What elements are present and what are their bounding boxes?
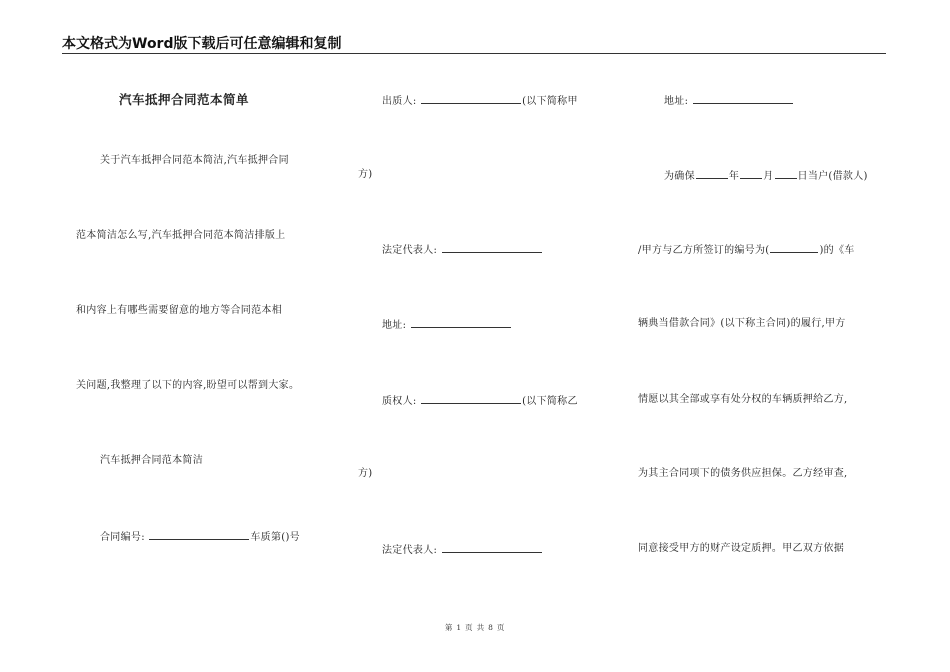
contract-number-line bbox=[100, 529, 300, 545]
address-1-blank bbox=[411, 317, 511, 328]
contract-ref-suffix: )的《车 bbox=[819, 245, 855, 256]
address-1-label: 地址: bbox=[382, 320, 407, 331]
pledgor-fang: 方) bbox=[358, 169, 373, 180]
year-label: 年 bbox=[728, 171, 740, 182]
legal-rep-1-blank bbox=[442, 242, 542, 253]
pledgee-blank bbox=[421, 393, 521, 404]
pledgee-fang: 方) bbox=[358, 468, 373, 479]
contract-number-suffix: 车质第()号 bbox=[250, 532, 300, 543]
intro-line-3: 和内容上有哪些需要留意的地方等合同范本相 bbox=[76, 305, 282, 316]
pledgor-blank bbox=[421, 93, 521, 104]
legal-rep-2-blank bbox=[442, 542, 542, 553]
day-suffix: 日当户(借款人) bbox=[797, 171, 868, 182]
address-2-label: 地址: bbox=[664, 96, 689, 107]
address-1-line bbox=[382, 317, 512, 333]
intro-line-4: 关问题,我整理了以下的内容,盼望可以帮到大家。 bbox=[76, 380, 300, 391]
pledgor-line bbox=[382, 93, 578, 109]
legal-rep-2-label: 法定代表人: bbox=[382, 545, 438, 556]
date-line bbox=[664, 168, 868, 184]
legal-rep-1-label: 法定代表人: bbox=[382, 245, 438, 256]
address-2-blank bbox=[693, 93, 793, 104]
contract-ref-prefix: /甲方与乙方所签订的编号为( bbox=[638, 245, 770, 256]
body-line-3: 辆典当借款合同》(以下称主合同)的履行,甲方 bbox=[638, 318, 846, 329]
body-line-5: 为其主合同项下的债务供应担保。乙方经审查, bbox=[638, 468, 848, 479]
body-line-4: 情愿以其全部或享有处分权的车辆质押给乙方, bbox=[638, 394, 848, 405]
contract-ref-line bbox=[638, 242, 855, 258]
address-2-line bbox=[664, 93, 794, 109]
day-blank bbox=[775, 168, 797, 179]
document-title: 汽车抵押合同范本简单 bbox=[119, 92, 250, 107]
contract-number-label: 合同编号: bbox=[100, 532, 145, 543]
pledgee-label: 质权人: bbox=[382, 396, 417, 407]
date-prefix: 为确保 bbox=[664, 171, 695, 182]
month-label: 月 bbox=[763, 171, 774, 182]
pledgee-suffix: (以下简称乙 bbox=[522, 396, 578, 407]
body-line-6: 同意接受甲方的财产设定质押。甲乙双方依据 bbox=[638, 543, 844, 554]
pledgee-line bbox=[382, 393, 578, 409]
contract-number-blank bbox=[149, 529, 249, 540]
month-blank bbox=[740, 168, 762, 179]
pledgor-suffix: (以下简称甲 bbox=[522, 96, 578, 107]
page-footer: 第 1 页 共 8 页 bbox=[444, 623, 506, 632]
header-divider bbox=[62, 53, 886, 54]
intro-line-2: 范本简洁怎么写,汽车抵押合同范本简洁排版上 bbox=[76, 230, 286, 241]
pledgor-label: 出质人: bbox=[382, 96, 417, 107]
legal-rep-1-line bbox=[382, 242, 543, 258]
page-header: 本文格式为Word版下载后可任意编辑和复制 bbox=[62, 36, 342, 52]
section-heading: 汽车抵押合同范本简洁 bbox=[100, 455, 203, 466]
year-blank bbox=[696, 168, 728, 179]
intro-line-1: 关于汽车抵押合同范本简洁,汽车抵押合同 bbox=[100, 155, 289, 166]
legal-rep-2-line bbox=[382, 542, 543, 558]
contract-ref-blank bbox=[770, 242, 818, 253]
